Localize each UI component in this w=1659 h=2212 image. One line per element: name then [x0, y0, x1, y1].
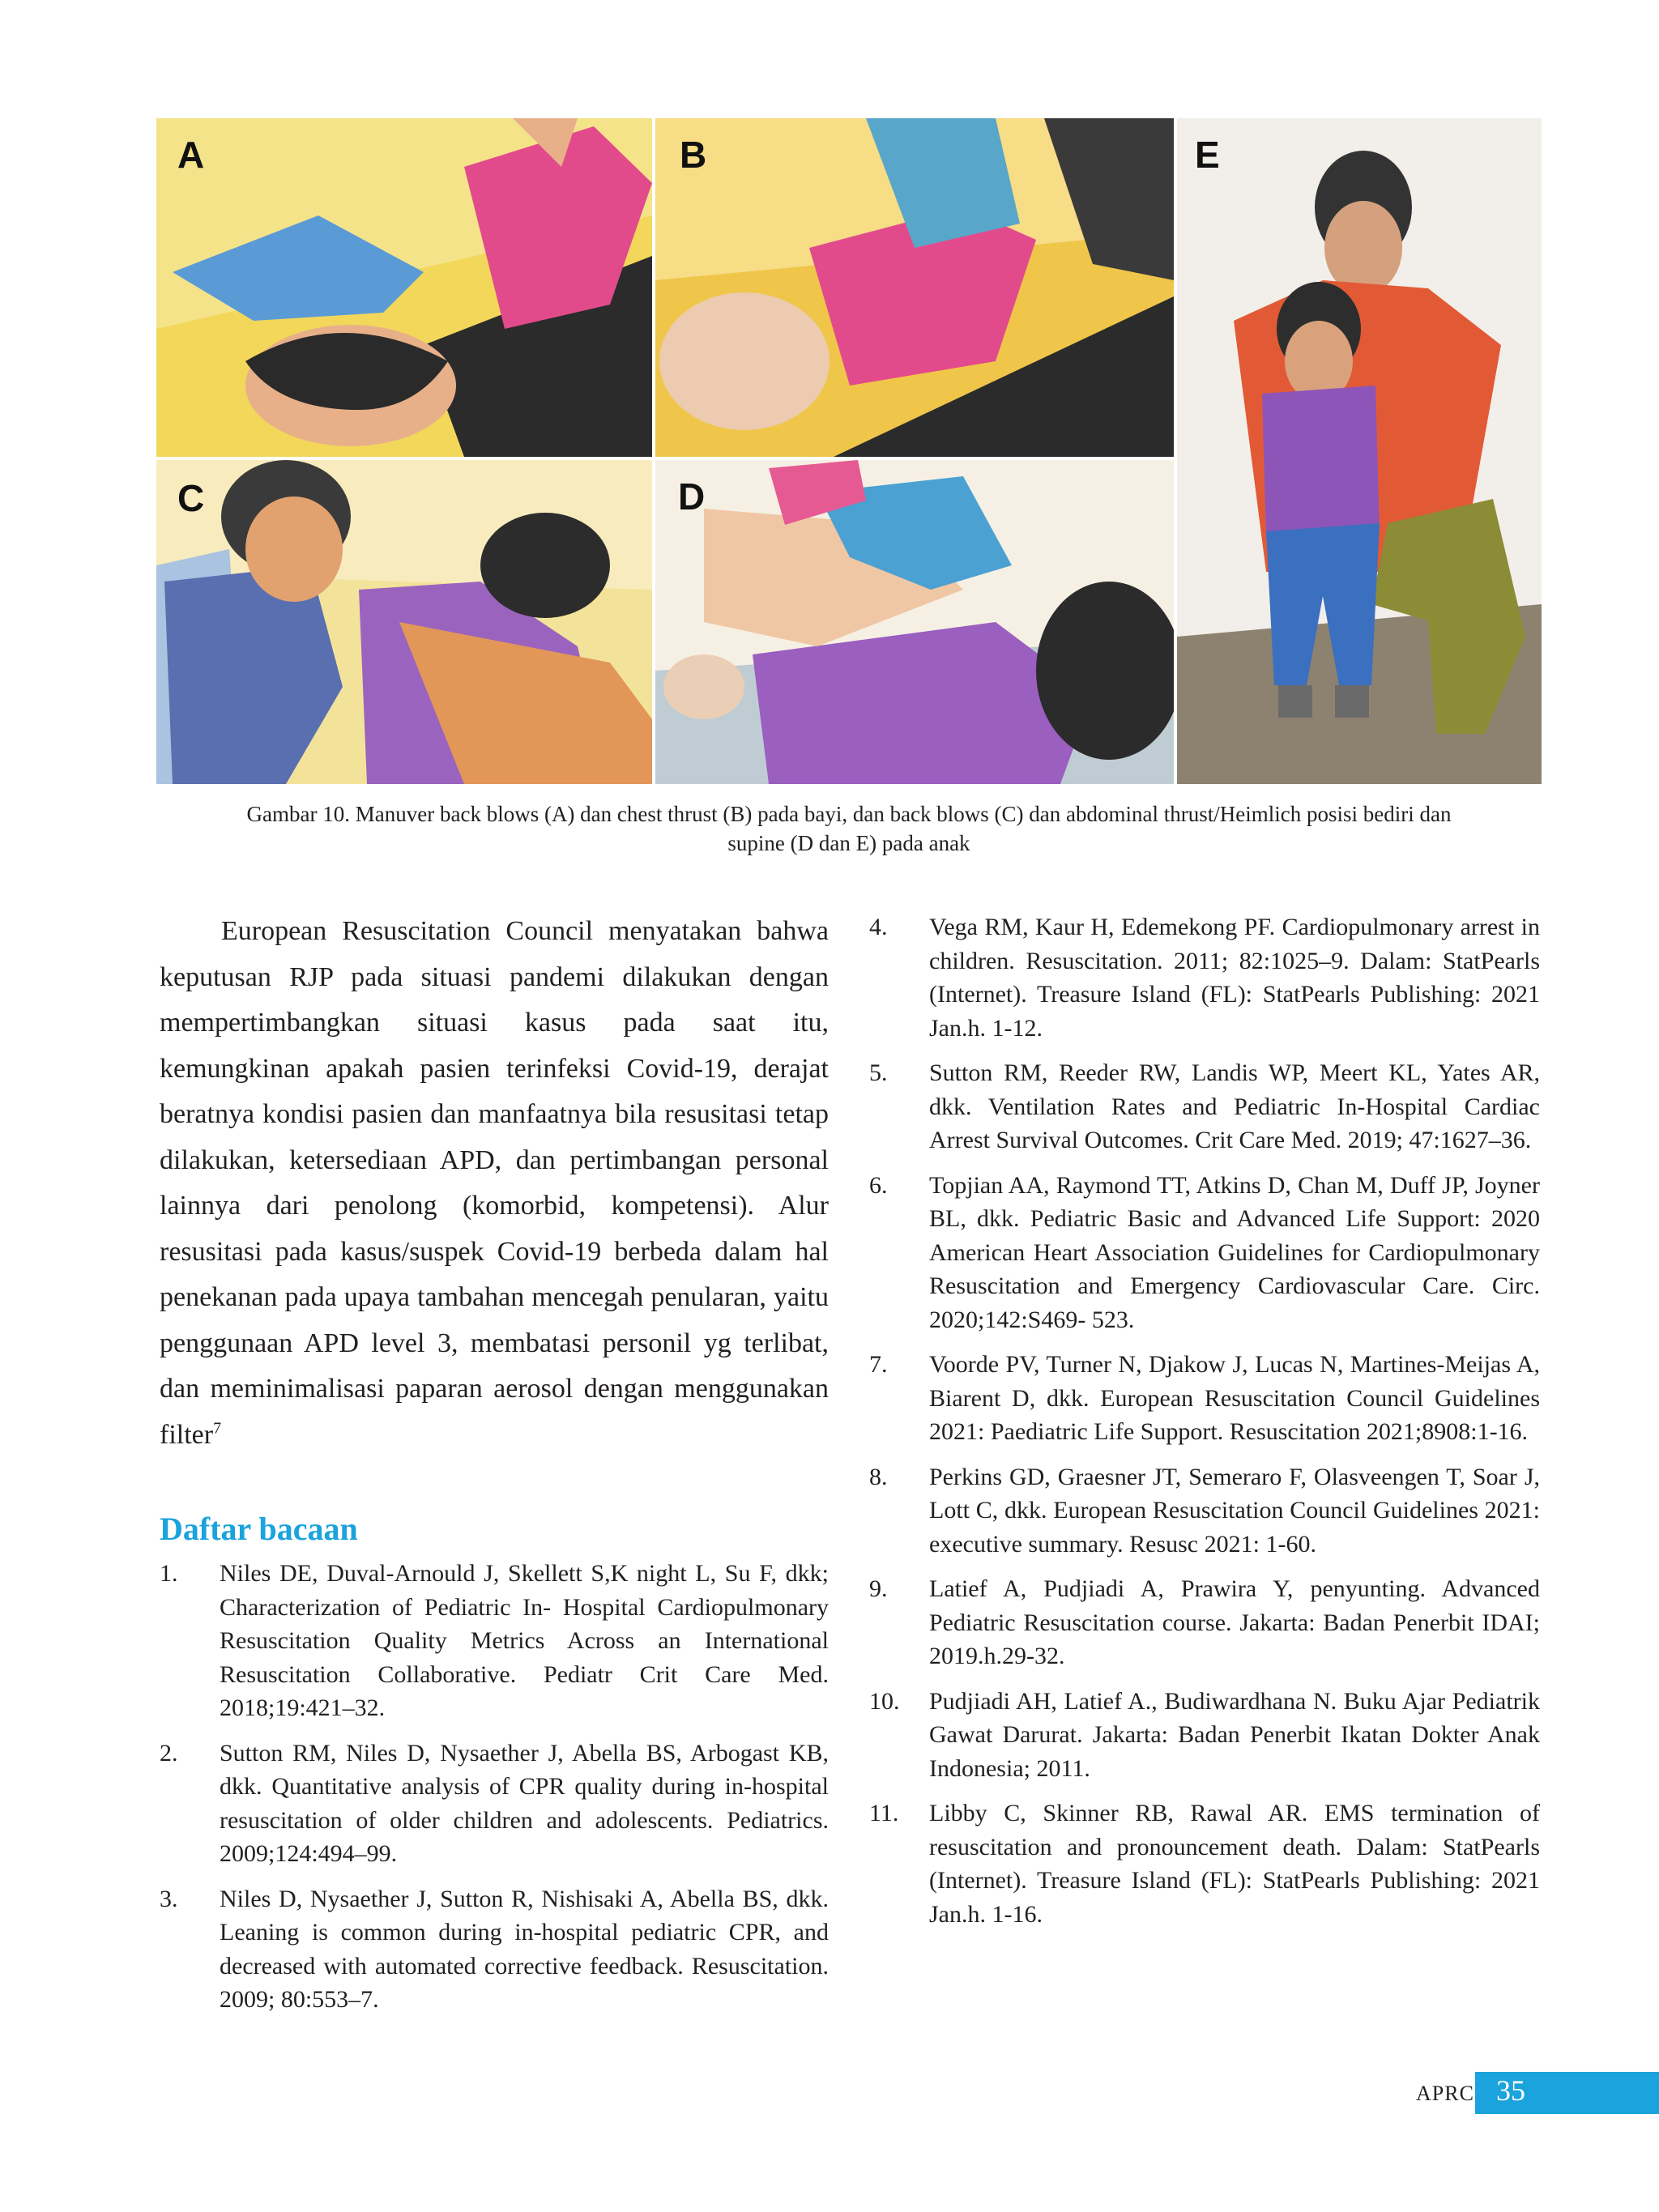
reference-item: [869, 1348, 1540, 1449]
panel-label-e: E: [1195, 134, 1220, 176]
reference-item: [869, 910, 1540, 1045]
figure-10: [156, 118, 1542, 784]
page-number: 35: [1496, 2074, 1525, 2107]
reference-item: [160, 1882, 829, 2017]
panel-e-illustration: [1177, 118, 1542, 784]
body-paragraph-text: [160, 909, 829, 1458]
reference-item: [869, 1169, 1540, 1337]
reference-item: [160, 1557, 829, 1725]
reference-text: Niles D, Nysaether J, Sutton R, Nishisaki A, Abella BS, dkk. Leaning is common during in-hospital pediatric CPR, and decreased with automated corrective feedback. Resuscitation. 2009; 80:553–7.: [220, 1885, 829, 2013]
caption-line-1: Gambar 10. Manuver back blows (A) dan chest thrust (B) pada bayi, dan back blows (C) dan abdominal thrust/Heimlich posisi bediri dan: [246, 802, 1452, 826]
figure-caption: [156, 799, 1542, 858]
panel-label-b: B: [680, 134, 707, 176]
panel-a-illustration: [156, 118, 652, 457]
reference-item: [869, 1685, 1540, 1786]
panel-e: [1177, 118, 1542, 784]
reference-text: Vega RM, Kaur H, Edemekong PF. Cardiopulmonary arrest in children. Resuscitation. 2011; 82:1025–9. Dalam: StatPearls (Internet). Treasure Island (FL): StatPearls Publishing: 2021 Jan.h. 1-12.: [929, 914, 1540, 1042]
reference-item: [160, 1737, 829, 1871]
reference-number: 2.: [160, 1739, 178, 1767]
reference-text: Sutton RM, Reeder RW, Landis WP, Meert KL, Yates AR, dkk. Ventilation Rates and Pediatric In-Hospital Cardiac Arrest Survival Outcomes. Crit Care Med. 2019; 47:1627–36.: [929, 1059, 1540, 1153]
reference-item: [869, 1460, 1540, 1562]
panel-b: [655, 118, 1174, 457]
panel-label-a: A: [177, 134, 205, 176]
reference-item: [869, 1796, 1540, 1931]
reference-number: 11.: [869, 1800, 899, 1826]
footer-journal-label: APRC: [1416, 2082, 1474, 2105]
reference-number: 4.: [869, 914, 888, 940]
reference-item: [869, 1056, 1540, 1157]
reference-item: [869, 1572, 1540, 1673]
reference-text: Sutton RM, Niles D, Nysaether J, Abella BS, Arbogast KB, dkk. Quantitative analysis of CPR quality during in-hospital resuscitation of older children and adolescents. Pediatrics. 2009;124:494–99.: [220, 1739, 829, 1867]
reference-text: Topjian AA, Raymond TT, Atkins D, Chan M, Duff JP, Joyner BL, dkk. Pediatric Basic and Advanced Life Support: 2020 American Heart Association Guidelines for Cardiopulmonary Resuscitation and Emergency Cardiovascular Care. Circ. 2020;142:S469- 523.: [929, 1171, 1540, 1333]
reference-list-right: [869, 910, 1540, 1931]
panel-a: [156, 118, 652, 457]
body-paragraph: [160, 909, 829, 1458]
reference-list-left: [160, 1557, 829, 2017]
reference-number: 8.: [869, 1463, 888, 1490]
reference-number: 3.: [160, 1885, 178, 1912]
reference-text: Voorde PV, Turner N, Djakow J, Lucas N, Martines-Meijas A, Biarent D, dkk. European Resuscitation Council Guidelines 2021: Paediatric Life Support. Resuscitation 2021;8908:1-16.: [929, 1351, 1540, 1445]
paragraph-text: European Resuscitation Council menyatakan bahwa keputusan RJP pada situasi pandemi dilakukan dengan mempertimbangkan situasi kasus pada saat itu, kemungkinan apakah pasien terinfeksi Covid-19, derajat beratnya kondisi pasien dan manfaatnya bila resusitasi tetap dilakukan, ketersediaan APD, dan pertimbangan personal lainnya dari penolong (komorbid, kompetensi). Alur resusitasi pada kasus/suspek Covid-19 berbeda dalam hal penekanan pada upaya tambahan mencegah penularan, yaitu penggunaan APD level 3, membatasi personil yg terlibat, dan meminimalisasi paparan aerosol dengan menggunakan filter: [160, 916, 829, 1450]
reference-text: Perkins GD, Graesner JT, Semeraro F, Olasveengen T, Soar J, Lott C, dkk. European Resuscitation Council Guidelines 2021: executive summary. Resusc 2021: 1-60.: [929, 1463, 1540, 1558]
reference-text: Latief A, Pudjiadi A, Prawira Y, penyunting. Advanced Pediatric Resuscitation course. Jakarta: Badan Penerbit IDAI; 2019.h.29-32.: [929, 1575, 1540, 1669]
panel-b-illustration: [655, 118, 1174, 457]
reference-number: 10.: [869, 1687, 900, 1715]
caption-line-2: supine (D dan E) pada anak: [727, 831, 970, 855]
panel-label-c: C: [177, 477, 205, 519]
panel-d-illustration: [655, 460, 1174, 784]
reference-number: 5.: [869, 1059, 888, 1086]
panel-label-d: D: [678, 475, 706, 518]
reference-number: 1.: [160, 1560, 178, 1587]
section-title: Daftar bacaan: [160, 1511, 358, 1547]
reference-number: 6.: [869, 1171, 888, 1199]
reference-text: Pudjiadi AH, Latief A., Budiwardhana N. Buku Ajar Pediatrik Gawat Darurat. Jakarta: Badan Penerbit Ikatan Dokter Anak Indonesia; 2011.: [929, 1687, 1540, 1782]
citation-superscript: 7: [213, 1419, 222, 1438]
panel-c-illustration: [156, 460, 652, 784]
panel-d: [655, 460, 1174, 784]
reference-text: Niles DE, Duval-Arnould J, Skellett S,K night L, Su F, dkk; Characterization of Pediatric In- Hospital Cardiopulmonary Resuscitation Quality Metrics Across an International Resuscitation Collaborative. Pediatr Crit Care Med. 2018;19:421–32.: [220, 1560, 829, 1721]
reference-text: Libby C, Skinner RB, Rawal AR. EMS termination of resuscitation and pronouncement death. Dalam: StatPearls (Internet). Treasure Island (FL): StatPearls Publishing: 2021 Jan.h. 1-16.: [929, 1800, 1540, 1928]
reference-number: 9.: [869, 1575, 888, 1602]
panel-c: [156, 460, 652, 784]
reference-number: 7.: [869, 1351, 888, 1378]
